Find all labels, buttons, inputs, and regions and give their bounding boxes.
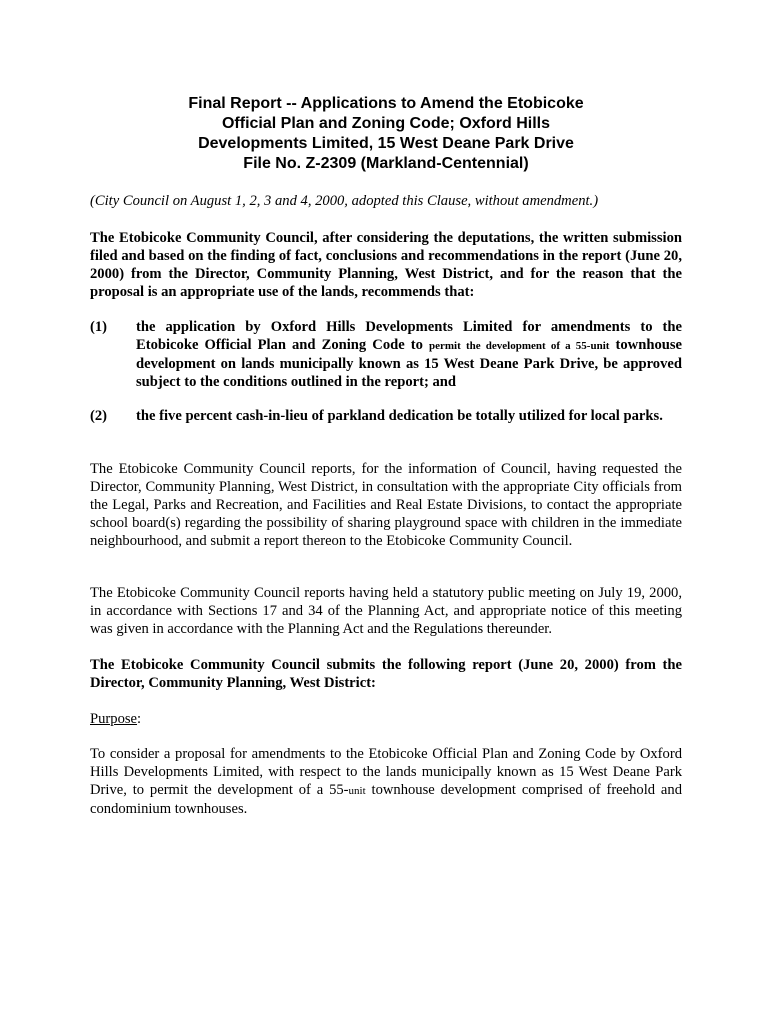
intro-paragraph: The Etobicoke Community Council, after considering the deputations, the written submission filed and based on the finding of fact, conclusions and recommendations in the report (June 20, 2000) from the Director, Community Planning, West District, and for the reason that the proposal is an appropriate use of the lands, recommends that: [90, 230, 682, 300]
purpose-heading-line [90, 710, 682, 728]
title-line-3: Developments Limited, 15 West Deane Park Drive [198, 135, 574, 152]
title-line-1: Final Report -- Applications to Amend the Etobicoke [188, 95, 584, 112]
purpose-text-part-b: townhouse development comprised of freehold and condominium townhouses. [90, 782, 682, 817]
purpose-paragraph [90, 745, 682, 818]
report-title [90, 94, 682, 174]
recommendation-text-part-b: townhouse development on lands municipally known as 15 West Deane Park Drive, be approved subject to the conditions outlined in the report; and [136, 337, 683, 390]
recommendation-text-part-a: the application by Oxford Hills Developments Limited for amendments to the Etobicoke Official Plan and Zoning Code to [136, 319, 682, 353]
adoption-note: (City Council on August 1, 2, 3 and 4, 2000, adopted this Clause, without amendment.) [90, 193, 599, 209]
purpose-text-part-a: To consider a proposal for amendments to the Etobicoke Official Plan and Zoning Code by Oxford Hills Developments Limited, with respect to the lands municipally known as 15 West Deane Park Drive, to permit the development of a 55- [90, 746, 682, 798]
recommendation-number: (1) [90, 319, 108, 335]
purpose-text-small: unit [348, 785, 366, 797]
public-meeting-paragraph: The Etobicoke Community Council reports having held a statutory public meeting on July 19, 2000, in accordance with Sections 17 and 34 of the Planning Act, and appropriate notice of this meeting was given in accordance with the Planning Act and the Regulations thereunder. [90, 585, 682, 637]
submits-report-paragraph: The Etobicoke Community Council submits the following report (June 20, 2000) from the Director, Community Planning, West District: [90, 657, 682, 691]
title-line-4: File No. Z-2309 (Markland-Centennial) [243, 155, 529, 172]
recommendation-text: the five percent cash-in-lieu of parkland dedication be totally utilized for local parks. [136, 408, 663, 424]
recommendation-number: (2) [90, 408, 108, 424]
recommendation-text [136, 318, 682, 391]
purpose-heading: Purpose [90, 711, 138, 727]
information-paragraph: The Etobicoke Community Council reports, for the information of Council, having requested the Director, Community Planning, West District, in consultation with the appropriate City officials from the Legal, Parks and Recreation, and Facilities and Real Estate Divisions, to contact the appropriate school board(s) regarding the possibility of sharing playground space with children in the immediate neighbourhood, and submit a report thereon to the Etobicoke Community Council. [90, 461, 682, 549]
purpose-colon: : [137, 711, 142, 727]
title-line-2: Official Plan and Zoning Code; Oxford Hills [221, 115, 550, 132]
recommendation-text-small: permit the development of a 55-unit [429, 340, 610, 352]
